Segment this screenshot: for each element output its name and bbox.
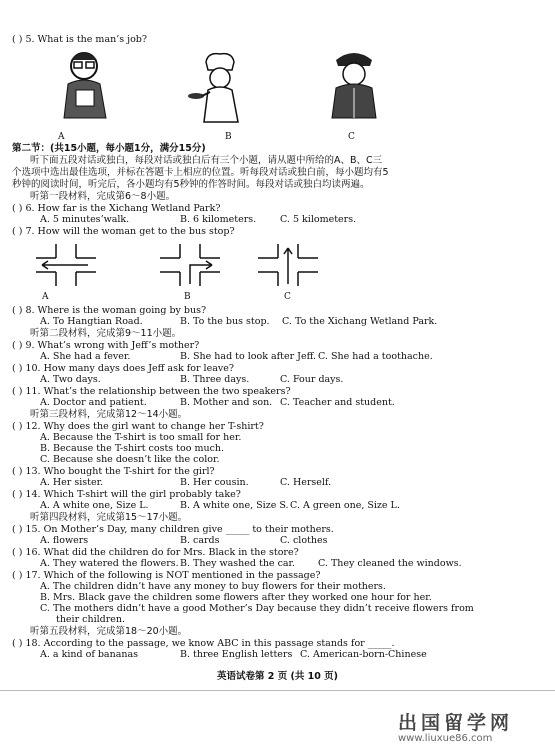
q18-option-a: A. a kind of bananas bbox=[40, 649, 139, 660]
q7-road-diagram-a bbox=[36, 244, 96, 286]
q7-option-b-label: B bbox=[184, 292, 191, 302]
question-12: ( ) 12. Why does the girl want to change her T-shirt? bbox=[12, 421, 264, 432]
q17-option-a: A. The children didn’t have any money to buy flowers for their mothers. bbox=[40, 581, 386, 592]
q13-option-c: C. Herself. bbox=[280, 477, 332, 488]
page-footer: 英语试卷第 2 页 (共 10 页) bbox=[216, 671, 339, 682]
q6-option-c: C. 5 kilometers. bbox=[280, 214, 357, 225]
q12-option-a: A. Because the T-shirt is too small for her. bbox=[40, 432, 242, 443]
q11-option-a: A. Doctor and patient. bbox=[40, 397, 147, 408]
q15-option-a: A. flowers bbox=[40, 535, 89, 546]
q8-option-b: B. To the bus stop. bbox=[180, 316, 270, 327]
watermark-url: www.liuxue86.com bbox=[398, 733, 493, 744]
question-14: ( ) 14. Which T-shirt will the girl probably take? bbox=[12, 489, 241, 500]
cook-figure-image bbox=[188, 52, 252, 124]
question-11: ( ) 11. What’s the relationship between the two speakers? bbox=[12, 386, 291, 397]
q10-option-c: C. Four days. bbox=[280, 374, 344, 385]
question-18: ( ) 18. According to the passage, we know ABC in this passage stands for _____. bbox=[12, 638, 395, 649]
question-7: ( ) 7. How will the woman get to the bus stop? bbox=[12, 226, 235, 237]
q14-option-b: B. A white one, Size S. bbox=[180, 500, 289, 511]
section-2-instructions-line-1: 听下面五段对话或独白，每段对话或独白后有三个小题，请从题中所给的A、B、C三 bbox=[30, 155, 383, 166]
q7-road-diagram-c bbox=[258, 244, 318, 286]
q14-option-a: A. A white one, Size L. bbox=[40, 500, 149, 511]
q16-option-c: C. They cleaned the windows. bbox=[318, 558, 462, 569]
doctor-figure-image bbox=[54, 48, 118, 120]
q15-option-b: B. cards bbox=[180, 535, 220, 546]
q6-option-b: B. 6 kilometers. bbox=[180, 214, 257, 225]
question-15: ( ) 15. On Mother’s Day, many children give _____ to their mothers. bbox=[12, 524, 334, 535]
q6-option-a: A. 5 minutes’walk. bbox=[40, 214, 130, 225]
site-watermark bbox=[398, 708, 548, 742]
q10-option-a: A. Two days. bbox=[40, 374, 101, 385]
q13-option-a: A. Her sister. bbox=[40, 477, 104, 488]
material-1-heading: 听第一段材料，完成第6～8小题。 bbox=[30, 191, 176, 202]
q5-option-c-label: C bbox=[348, 132, 355, 142]
q7-road-diagram-b bbox=[160, 244, 220, 286]
material-2-heading: 听第二段材料，完成第9～11小题。 bbox=[30, 328, 182, 339]
q5-option-a-label: A bbox=[58, 132, 65, 142]
q17-option-c: C. The mothers didn’t have a good Mother’s Day because they didn’t receive flowers from bbox=[40, 603, 474, 614]
section-2-instructions-line-3: 秒钟的阅读时间，听完后，各小题均有5秒钟的作答时间。每段对话或独白均读两遍。 bbox=[12, 179, 370, 190]
q5-option-b-label: B bbox=[225, 132, 232, 142]
question-8: ( ) 8. Where is the woman going by bus? bbox=[12, 305, 207, 316]
q9-option-a: A. She had a fever. bbox=[40, 351, 131, 362]
q12-option-b: B. Because the T-shirt costs too much. bbox=[40, 443, 225, 454]
q18-option-c: C. American-born-Chinese bbox=[300, 649, 427, 660]
q11-option-c: C. Teacher and student. bbox=[280, 397, 395, 408]
q13-option-b: B. Her cousin. bbox=[180, 477, 249, 488]
q17-option-b: B. Mrs. Black gave the children some flowers after they worked one hour for her. bbox=[40, 592, 432, 603]
question-16: ( ) 16. What did the children do for Mrs. Black in the store? bbox=[12, 547, 299, 558]
question-10: ( ) 10. How many days does Jeff ask for leave? bbox=[12, 363, 234, 374]
q9-option-b: B. She had to look after Jeff. bbox=[180, 351, 317, 362]
q8-option-a: A. To Hangtian Road. bbox=[40, 316, 143, 327]
q5-pictures bbox=[40, 48, 400, 140]
q14-option-c: C. A green one, Size L. bbox=[290, 500, 400, 511]
q11-option-b: B. Mother and son. bbox=[180, 397, 273, 408]
q7-option-a-label: A bbox=[42, 292, 49, 302]
question-17: ( ) 17. Which of the following is NOT mentioned in the passage? bbox=[12, 570, 321, 581]
section-2-heading: 第二节：(共15小题，每小题1分，满分15分) bbox=[12, 143, 206, 154]
q18-option-b: B. three English letters bbox=[180, 649, 293, 660]
q10-option-b: B. Three days. bbox=[180, 374, 250, 385]
q7-option-c-label: C bbox=[284, 292, 291, 302]
policeman-figure-image bbox=[322, 48, 386, 120]
question-6: ( ) 6. How far is the Xichang Wetland Park? bbox=[12, 203, 221, 214]
material-5-heading: 听第五段材料，完成第18～20小题。 bbox=[30, 626, 188, 637]
material-3-heading: 听第三段材料，完成第12～14小题。 bbox=[30, 409, 188, 420]
material-4-heading: 听第四段材料，完成第15～17小题。 bbox=[30, 512, 188, 523]
q8-option-c: C. To the Xichang Wetland Park. bbox=[282, 316, 438, 327]
q16-option-b: B. They washed the car. bbox=[180, 558, 296, 569]
divider bbox=[0, 690, 555, 691]
question-13: ( ) 13. Who bought the T-shirt for the girl? bbox=[12, 466, 215, 477]
q12-option-c: C. Because she doesn’t like the color. bbox=[40, 454, 220, 465]
question-5: ( ) 5. What is the man’s job? bbox=[12, 34, 147, 45]
q16-option-a: A. They watered the flowers. bbox=[40, 558, 179, 569]
watermark-title: 出国留学网 bbox=[398, 712, 514, 734]
q17-option-c-continued: their children. bbox=[56, 614, 126, 625]
q15-option-c: C. clothes bbox=[280, 535, 328, 546]
section-2-instructions-line-2: 个选项中选出最佳选项，并标在答题卡上相应的位置。听每段对话或独白前，每小题均有5 bbox=[12, 167, 389, 178]
q9-option-c: C. She had a toothache. bbox=[318, 351, 433, 362]
question-9: ( ) 9. What’s wrong with Jeff’s mother? bbox=[12, 340, 200, 351]
